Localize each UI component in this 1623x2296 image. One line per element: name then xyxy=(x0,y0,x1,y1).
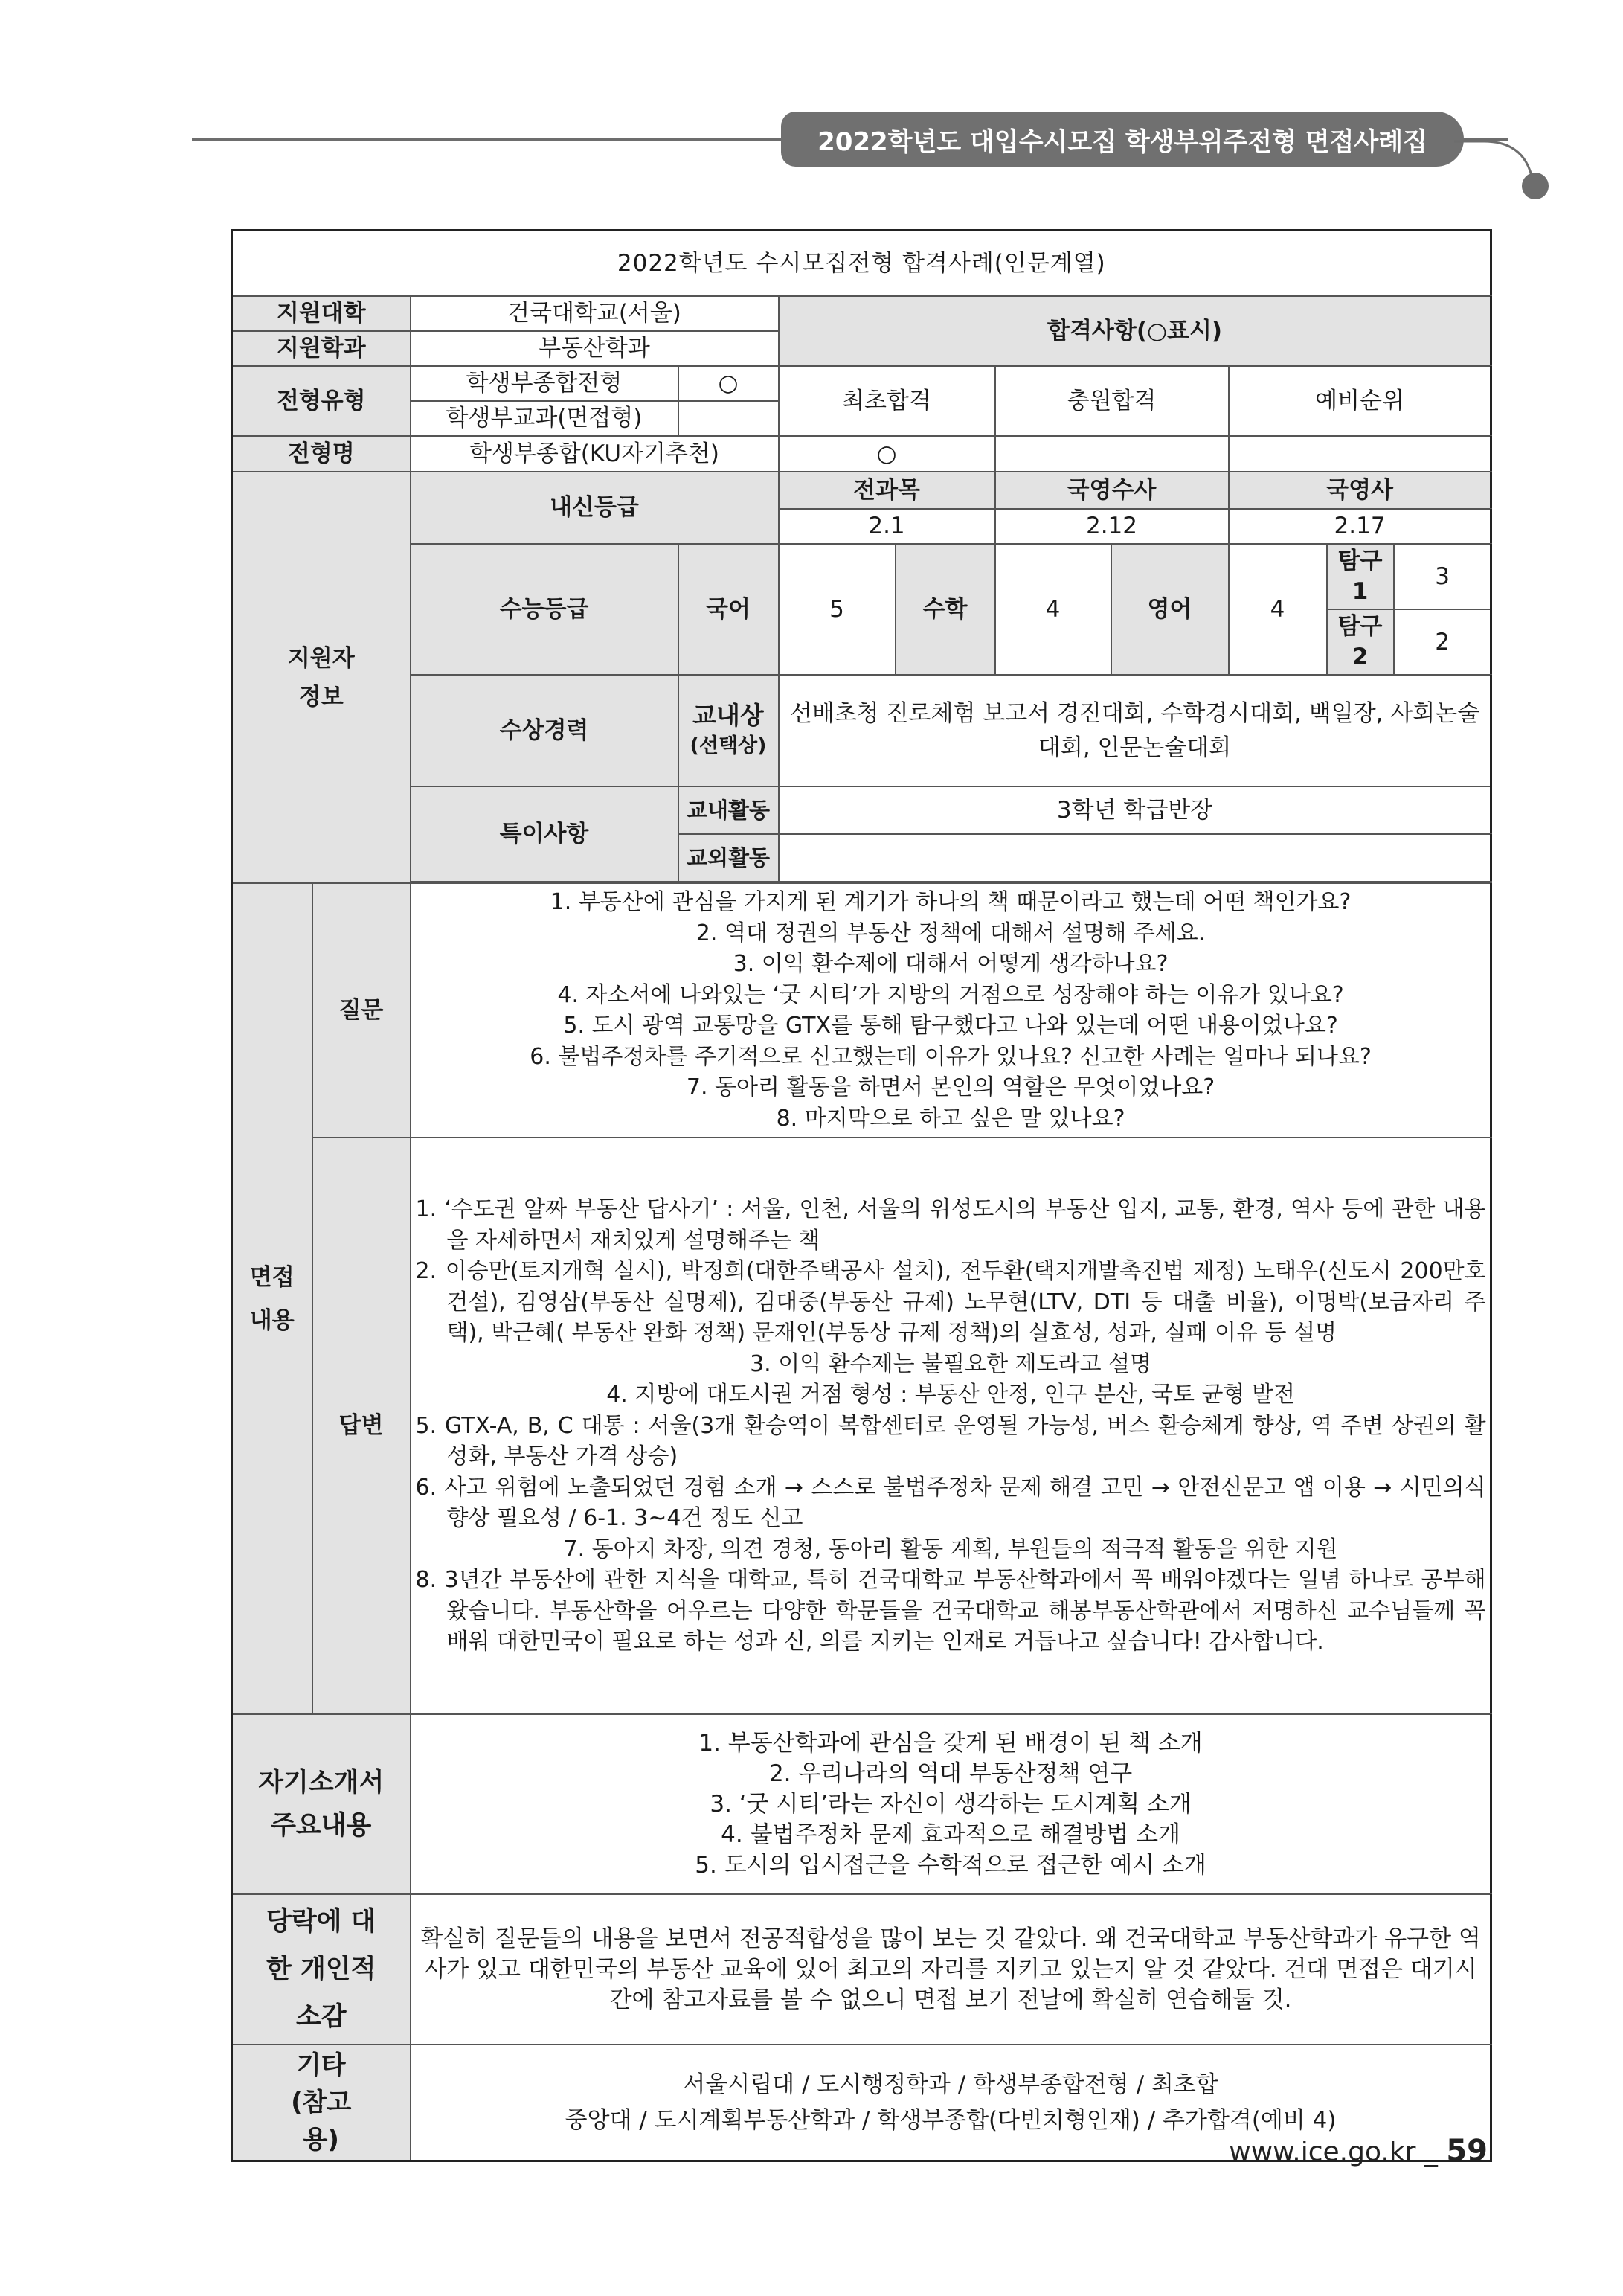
value-korean: 5 xyxy=(779,544,896,675)
label-interview-text: 면접 내용 xyxy=(249,1263,295,1334)
value-department: 부동산학과 xyxy=(411,331,779,366)
value-activity-out xyxy=(779,834,1491,882)
label-result-first: 최초합격 xyxy=(779,366,995,436)
value-admission-name: 학생부종합(KU자기추천) xyxy=(411,436,779,472)
value-math: 4 xyxy=(995,544,1111,675)
answer-item: 8. 3년간 부동산에 관한 지식을 대학교, 특히 건국대학교 부동산학과에서 꼭 배워야겠다는 일념 하나로 공부해왔습니다. 부동산학을 어우르는 다양한 학문들을 건국대학교 해봉부동산학관에서 저명하신 교수님들께 꼭 배워 대한민국이 필요로 하는 성과 신, 의를 지키는 인재로 거듭나고 싶습니다! 감사합니다. xyxy=(415,1567,1486,1655)
question-item: 4. 자소서에 나와있는 ‘굿 시티’가 지방의 거점으로 성장해야 하는 이유가 있나요? xyxy=(557,981,1344,1008)
label-inquiry2: 탐구 2 xyxy=(1327,609,1394,675)
label-gpa-all: 전과목 xyxy=(779,472,995,509)
admission-case-table xyxy=(231,229,1492,2162)
label-awards: 수상경력 xyxy=(411,675,678,786)
value-gpa-kes: 2.17 xyxy=(1229,509,1491,544)
label-result-additional: 충원합격 xyxy=(995,366,1229,436)
label-applicant-info xyxy=(232,472,411,883)
label-impression xyxy=(232,1894,411,2045)
answer-item: 4. 지방에 대도시권 거점 형성 : 부동산 안정, 인구 분산, 국토 균형 발전 xyxy=(606,1382,1295,1408)
label-answer: 답변 xyxy=(312,1138,411,1714)
label-special: 특이사항 xyxy=(411,786,678,882)
value-university: 건국대학교(서울) xyxy=(411,296,779,331)
self-intro-item: 1. 부동산학과에 관심을 갖게 된 배경이 된 책 소개 xyxy=(698,1729,1203,1757)
self-intro-item: 4. 불법주정차 문제 효과적으로 해결방법 소개 xyxy=(721,1821,1180,1848)
answer-item: 3. 이익 환수제는 불필요한 제도라고 설명 xyxy=(750,1350,1152,1377)
mark-type-comprehensive: ○ xyxy=(678,366,779,401)
label-activity-in: 교내활동 xyxy=(678,786,779,834)
label-admission-name: 전형명 xyxy=(232,436,411,472)
label-gpa-kems: 국영수사 xyxy=(995,472,1229,509)
label-inquiry1: 탐구 1 xyxy=(1327,544,1394,609)
self-intro-item: 5. 도시의 입시접근을 수학적으로 접근한 예시 소개 xyxy=(695,1851,1206,1879)
label-result-header: 합격사항(○표시) xyxy=(779,296,1491,366)
value-inquiry2: 2 xyxy=(1394,609,1491,675)
value-gpa-kems: 2.12 xyxy=(995,509,1229,544)
label-result-waitlist: 예비순위 xyxy=(1229,366,1491,436)
mark-type-subject xyxy=(678,401,779,436)
self-intro-item: 3. ‘굿 시티’라는 자신이 생각하는 도시계획 소개 xyxy=(710,1790,1192,1818)
label-interview xyxy=(232,883,312,1714)
label-english: 영어 xyxy=(1111,544,1229,675)
question-item: 1. 부동산에 관심을 가지게 된 계기가 하나의 책 때문이라고 했는데 어떤 책인가요? xyxy=(550,889,1352,915)
label-math: 수학 xyxy=(896,544,995,675)
question-list xyxy=(411,883,1491,1138)
header-banner: 2022학년도 대입수시모집 학생부위주전형 면접사례집 xyxy=(781,112,1464,167)
label-awards-school-text: 교내상 xyxy=(692,701,764,730)
impression-text: 확실히 질문들의 내용을 보면서 전공적합성을 많이 보는 것 같았다. 왜 건국대학교 부동산학과가 유구한 역사가 있고 대한민국의 부동산 교육에 있어 최고의 자리를 지키고 있는지 알 것 같았다. 건대 면접은 대기시간에 참고자료를 볼 수 없으니 면접 보기 전날에 확실히 연습해둘 것. xyxy=(411,1894,1491,2045)
answer-item: 6. 사고 위험에 노출되었던 경험 소개 → 스스로 불법주정차 문제 해결 고민 → 안전신문고 앱 이용 → 시민의식 향상 필요성 / 6-1. 3~4건 정도 신고 xyxy=(415,1474,1486,1532)
label-other-text: 기타 (참고용) xyxy=(291,2050,352,2155)
value-gpa-all: 2.1 xyxy=(779,509,995,544)
page-footer xyxy=(1229,2134,1488,2168)
value-type-subject: 학생부교과(면접형) xyxy=(411,401,678,436)
mark-result-additional xyxy=(995,436,1229,472)
other-item: 중앙대 / 도시계획부동산학과 / 학생부종합(다빈치형인재) / 추가합격(예비 4) xyxy=(565,2107,1337,2134)
question-item: 8. 마지막으로 하고 싶은 말 있나요? xyxy=(776,1105,1125,1132)
value-awards: 선배초청 진로체험 보고서 경진대회, 수학경시대회, 백일장, 사회논술대회, 인문논술대회 xyxy=(779,675,1491,786)
label-self-intro-text: 자기소개서 주요내용 xyxy=(258,1768,385,1841)
value-inquiry1: 3 xyxy=(1394,544,1491,609)
question-item: 5. 도시 광역 교통망을 GTX를 통해 탐구했다고 나와 있는데 어떤 내용이었나요? xyxy=(563,1013,1338,1039)
page-title: 2022학년도 수시모집전형 합격사례(인문계열) xyxy=(232,231,1491,297)
label-awards-selected: (선택상) xyxy=(690,734,767,757)
label-department: 지원학과 xyxy=(232,331,411,366)
footer-site: www.ice.go.kr _ xyxy=(1229,2137,1447,2167)
answer-list xyxy=(411,1138,1491,1714)
mark-result-first: ○ xyxy=(779,436,995,472)
answer-item: 7. 동아지 차장, 의견 경청, 동아리 활동 계획, 부원들의 적극적 활동을 위한 지원 xyxy=(563,1536,1338,1562)
answer-item: 5. GTX-A, B, C 대통 : 서울(3개 환승역이 복합센터로 운영될 가능성, 버스 환승체계 향상, 역 주변 상권의 활성화, 부동산 가격 상승) xyxy=(415,1412,1486,1470)
question-item: 3. 이익 환수제에 대해서 어떻게 생각하나요? xyxy=(733,951,1169,977)
label-admission-type: 전형유형 xyxy=(232,366,411,436)
value-type-comprehensive: 학생부종합전형 xyxy=(411,366,678,401)
page-number: 59 xyxy=(1446,2134,1488,2168)
label-self-intro xyxy=(232,1714,411,1894)
value-activity-in: 3학년 학급반장 xyxy=(779,786,1491,834)
label-korean: 국어 xyxy=(678,544,779,675)
answer-item: 2. 이승만(토지개혁 실시), 박정희(대한주택공사 설치), 전두환(택지개발촉진법 제정) 노태우(신도시 200만호 건설), 김영삼(부동산 실명제), 김대중(부동산 규제) 노무현(LTV, DTI 등 대출 비율), 이명박(보금자리 주택), 박근혜( 부동산 완화 정책) 문재인(부동상 규제 정책)의 실효성, 성과, 실패 이유 등 설명 xyxy=(415,1258,1486,1347)
label-question: 질문 xyxy=(312,883,411,1138)
mark-result-waitlist xyxy=(1229,436,1491,472)
label-other xyxy=(232,2045,411,2161)
label-csat: 수능등급 xyxy=(411,544,678,675)
other-item: 서울시립대 / 도시행정학과 / 학생부종합전형 / 최초합 xyxy=(683,2071,1218,2098)
label-gpa-kes: 국영사 xyxy=(1229,472,1491,509)
label-activity-out: 교외활동 xyxy=(678,834,779,882)
answer-item: 1. ‘수도권 알짜 부동산 답사기’ : 서울, 인천, 서울의 위성도시의 부동산 입지, 교통, 환경, 역사 등에 관한 내용을 자세하면서 재치있게 설명해주는 책 xyxy=(415,1196,1486,1254)
label-applicant-info-text: 지원자 정보 xyxy=(287,644,355,711)
question-item: 6. 불법주정차를 주기적으로 신고했는데 이유가 있나요? 신고한 사례는 얼마나 되나요? xyxy=(530,1043,1372,1070)
label-university: 지원대학 xyxy=(232,296,411,331)
label-impression-text: 당락에 대한 개인적 소감 xyxy=(266,1907,376,2032)
header-dot-decoration xyxy=(1522,173,1549,199)
value-english: 4 xyxy=(1229,544,1327,675)
question-item: 7. 동아리 활동을 하면서 본인의 역할은 무엇이었나요? xyxy=(686,1074,1215,1100)
self-intro-list xyxy=(411,1714,1491,1894)
label-awards-school xyxy=(678,675,779,786)
question-item: 2. 역대 정권의 부동산 정책에 대해서 설명해 주세요. xyxy=(695,920,1206,946)
header-curve-decoration xyxy=(1454,140,1536,183)
label-gpa: 내신등급 xyxy=(411,472,779,544)
self-intro-item: 2. 우리나라의 역대 부동산정책 연구 xyxy=(768,1760,1133,1787)
